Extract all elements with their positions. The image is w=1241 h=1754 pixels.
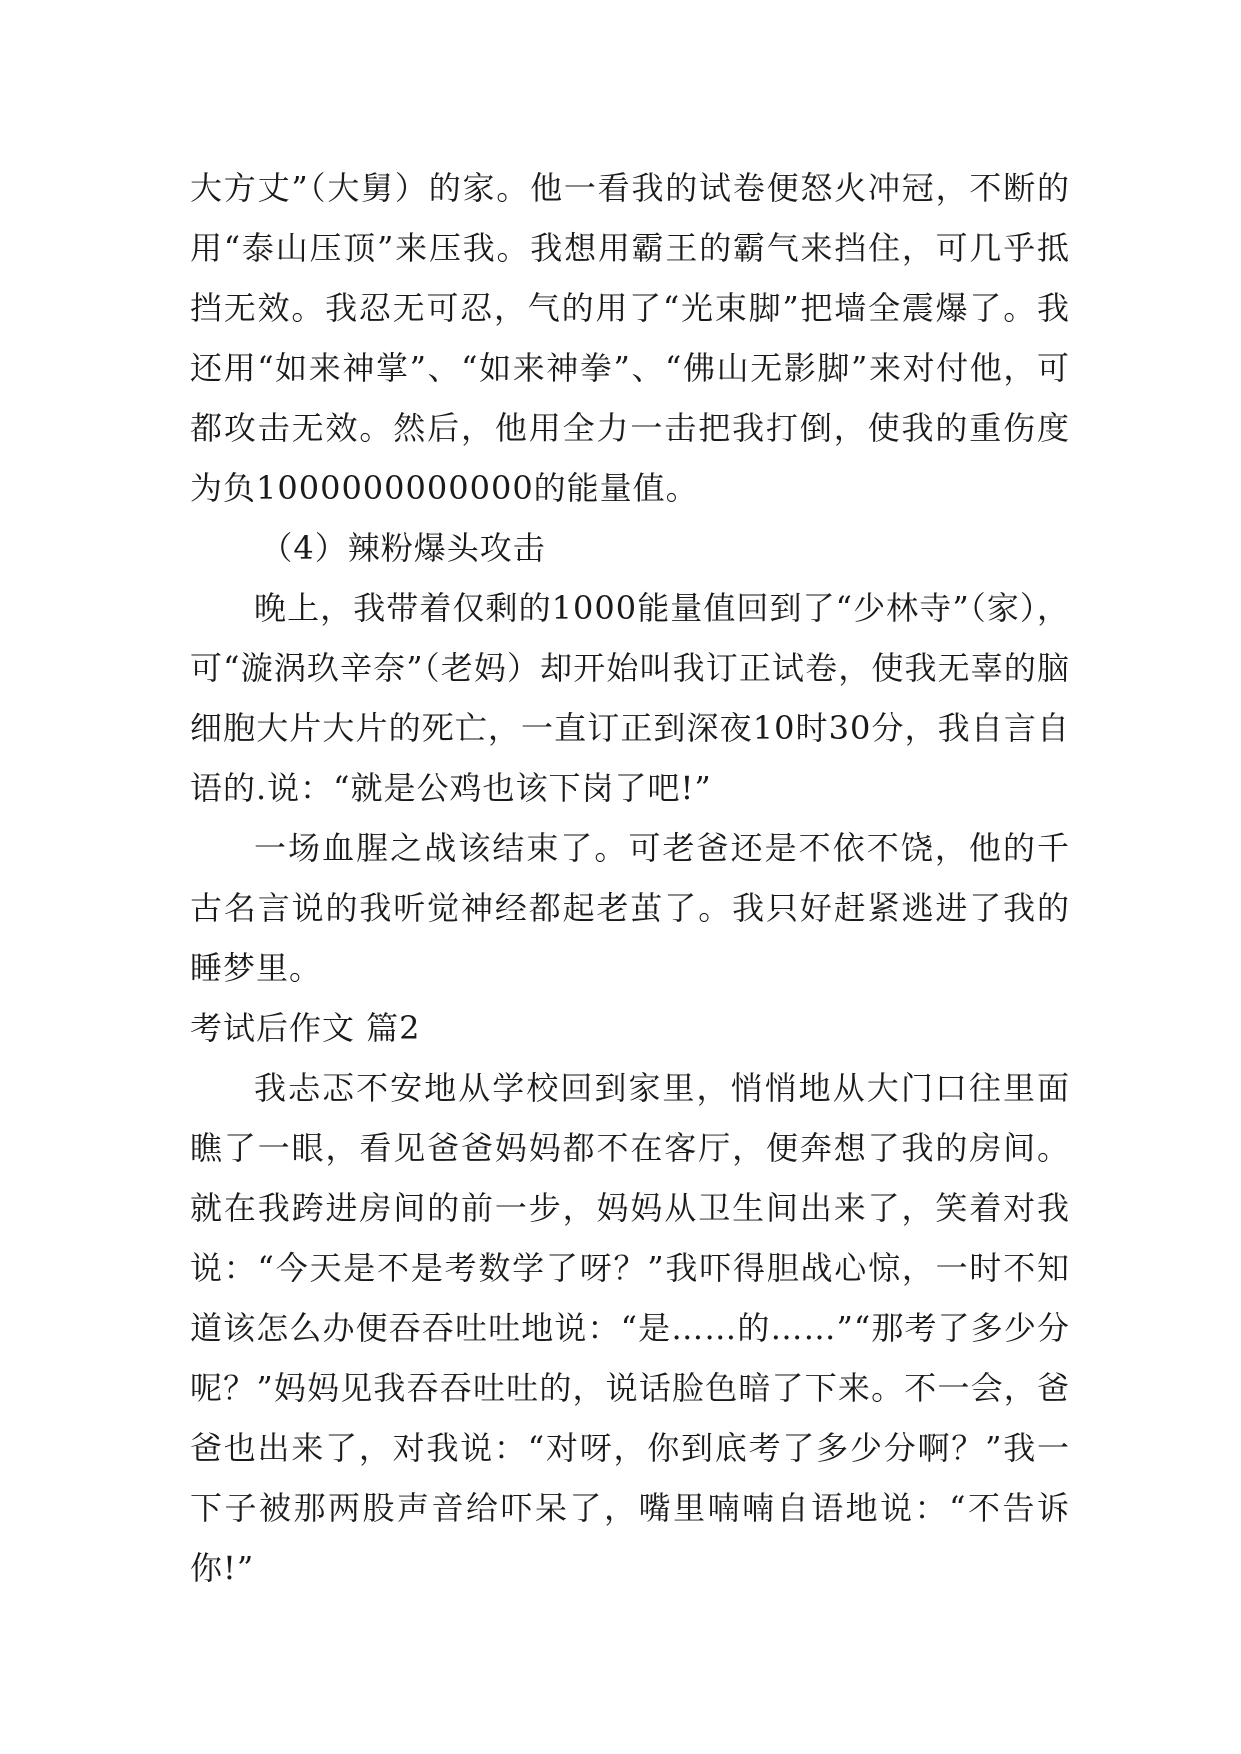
section-subheading: （4）辣粉爆头攻击 <box>260 529 546 567</box>
paragraph: 一场血腥之战该结束了。可老爸还是不依不饶，他的千古名言说的我听觉神经都起老茧了。我只好赶紧逃进了我的睡梦里。 <box>190 829 1070 987</box>
essay-title: 考试后作文 篇2 <box>190 1009 421 1047</box>
paragraph: 晚上，我带着仅剩的1000能量值回到了“少林寺”（家），可“漩涡玖辛奈”（老妈）却开始叫我订正试卷，使我无辜的脑细胞大片大片的死亡，一直订正到深夜10时30分，我自言自语的.说：“就是公鸡也该下岗了吧!” <box>190 589 1070 807</box>
paragraph: 我忐忑不安地从学校回到家里，悄悄地从大门口往里面瞧了一眼，看见爸爸妈妈都不在客厅，便奔想了我的房间。就在我跨进房间的前一步，妈妈从卫生间出来了，笑着对我说：“今天是不是考数学了呀？”我吓得胆战心惊，一时不知道该怎么办便吞吞吐吐地说：“是……的……”“那考了多少分呢？”妈妈见我吞吞吐吐的，说话脸色暗了下来。不一会，爸爸也出来了，对我说：“对呀，你到底考了多少分啊？”我一下子被那两股声音给吓呆了，嘴里喃喃自语地说：“不告诉你!” <box>190 1069 1070 1587</box>
paragraph-continued: 大方丈”（大舅）的家。他一看我的试卷便怒火冲冠，不断的用“泰山压顶”来压我。我想用霸王的霸气来挡住，可几乎抵挡无效。我忍无可忍，气的用了“光束脚”把墙全震爆了。我还用“如来神掌”、“如来神拳”、“佛山无影脚”来对付他，可都攻击无效。然后，他用全力一击把我打倒，使我的重伤度为负1000000000000的能量值。 <box>190 169 1070 507</box>
document-body <box>190 158 1070 1598</box>
